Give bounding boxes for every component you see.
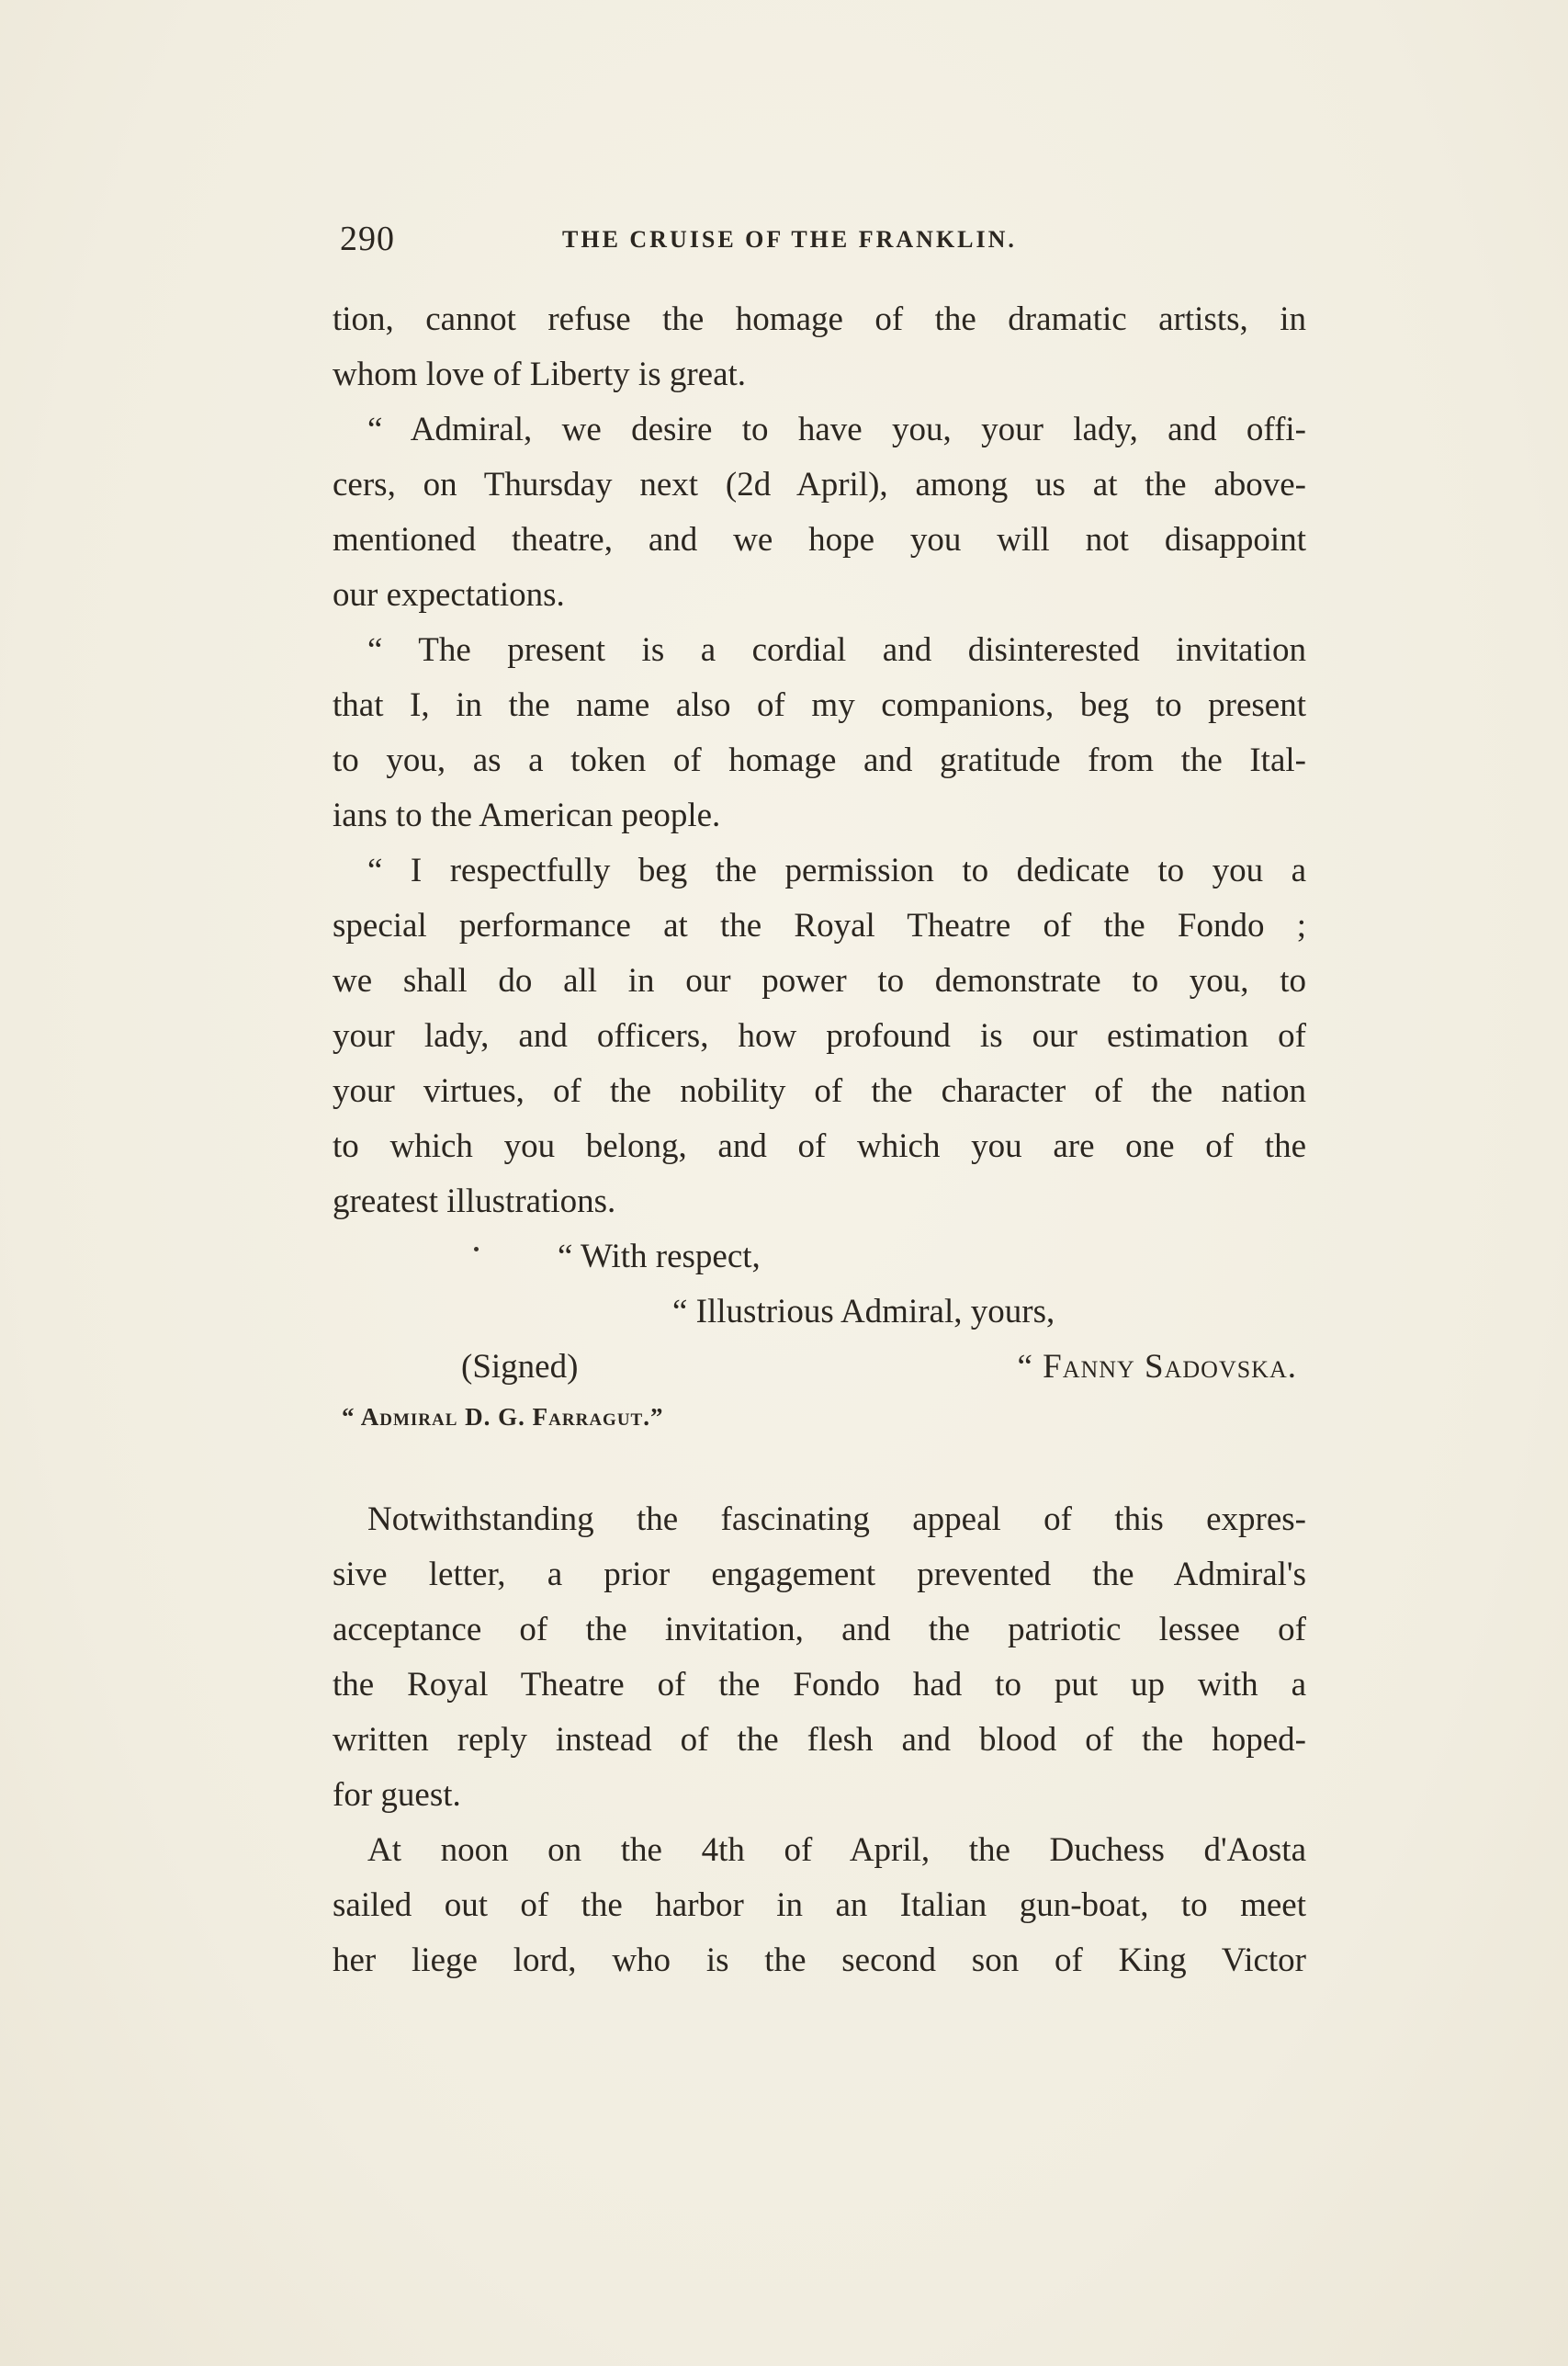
text-line: to which you belong, and of which you are one of the	[333, 1127, 1306, 1165]
closing-with-respect: “ With respect,	[558, 1238, 761, 1275]
signed-label: (Signed)	[461, 1348, 579, 1386]
text-line: that I, in the name also of my companions, beg to present	[333, 686, 1306, 724]
text-line: we shall do all in our power to demonstrate to you, to	[333, 962, 1306, 1000]
text-line: the Royal Theatre of the Fondo had to put up with a	[333, 1666, 1306, 1704]
text-line: ians to the American people.	[333, 797, 721, 834]
section-gap	[333, 1439, 1306, 1492]
text-line: tion, cannot refuse the homage of the dramatic artists, in	[333, 300, 1306, 338]
addressee: “ Admiral D. G. Farragut.”	[342, 1403, 664, 1431]
text-line: our expectations.	[333, 576, 565, 614]
text-line: “ Admiral, we desire to have you, your lady, and offi-	[367, 411, 1306, 448]
page-number: 290	[340, 220, 395, 258]
closing-illustrious-admiral: “ Illustrious Admiral, yours,	[672, 1293, 1055, 1330]
text-line: whom love of Liberty is great.	[333, 356, 747, 393]
text-line: sailed out of the harbor in an Italian gun-boat, to meet	[333, 1886, 1306, 1924]
page-header	[333, 219, 1306, 265]
text-line: special performance at the Royal Theatre of the Fondo ;	[333, 907, 1306, 945]
text-line: her liege lord, who is the second son of King Victor	[333, 1941, 1306, 1979]
text-line: your lady, and officers, how profound is our estimation of	[333, 1017, 1306, 1055]
signature-line	[333, 1340, 1306, 1395]
text-line: mentioned theatre, and we hope you will not disappoint	[333, 521, 1306, 559]
text-line: At noon on the 4th of April, the Duchess d'Aosta	[367, 1831, 1306, 1869]
text-line: acceptance of the invitation, and the patriotic lessee of	[333, 1611, 1306, 1648]
text-line: your virtues, of the nobility of the character of the nation	[333, 1072, 1306, 1110]
text-line: “ The present is a cordial and disinterested invitation	[367, 631, 1306, 669]
text-line: “ I respectfully beg the permission to dedicate to you a	[367, 852, 1306, 889]
text-line: sive letter, a prior engagement prevented the Admiral's	[333, 1556, 1306, 1593]
running-head: THE CRUISE OF THE FRANKLIN.	[562, 226, 1017, 253]
text-line: to you, as a token of homage and gratitude from the Ital-	[333, 741, 1306, 779]
signature-name: “ Fanny Sadovska.	[1017, 1348, 1297, 1386]
text-line: written reply instead of the flesh and blood of the hoped-	[333, 1721, 1306, 1759]
text-line: Notwithstanding the fascinating appeal of this expres-	[367, 1500, 1306, 1538]
text-line: for guest.	[333, 1776, 461, 1814]
stray-mark	[474, 1247, 479, 1251]
text-line: cers, on Thursday next (2d April), among us at the above-	[333, 466, 1306, 504]
page-body	[333, 292, 1306, 1988]
text-line: greatest illustrations.	[333, 1183, 616, 1220]
